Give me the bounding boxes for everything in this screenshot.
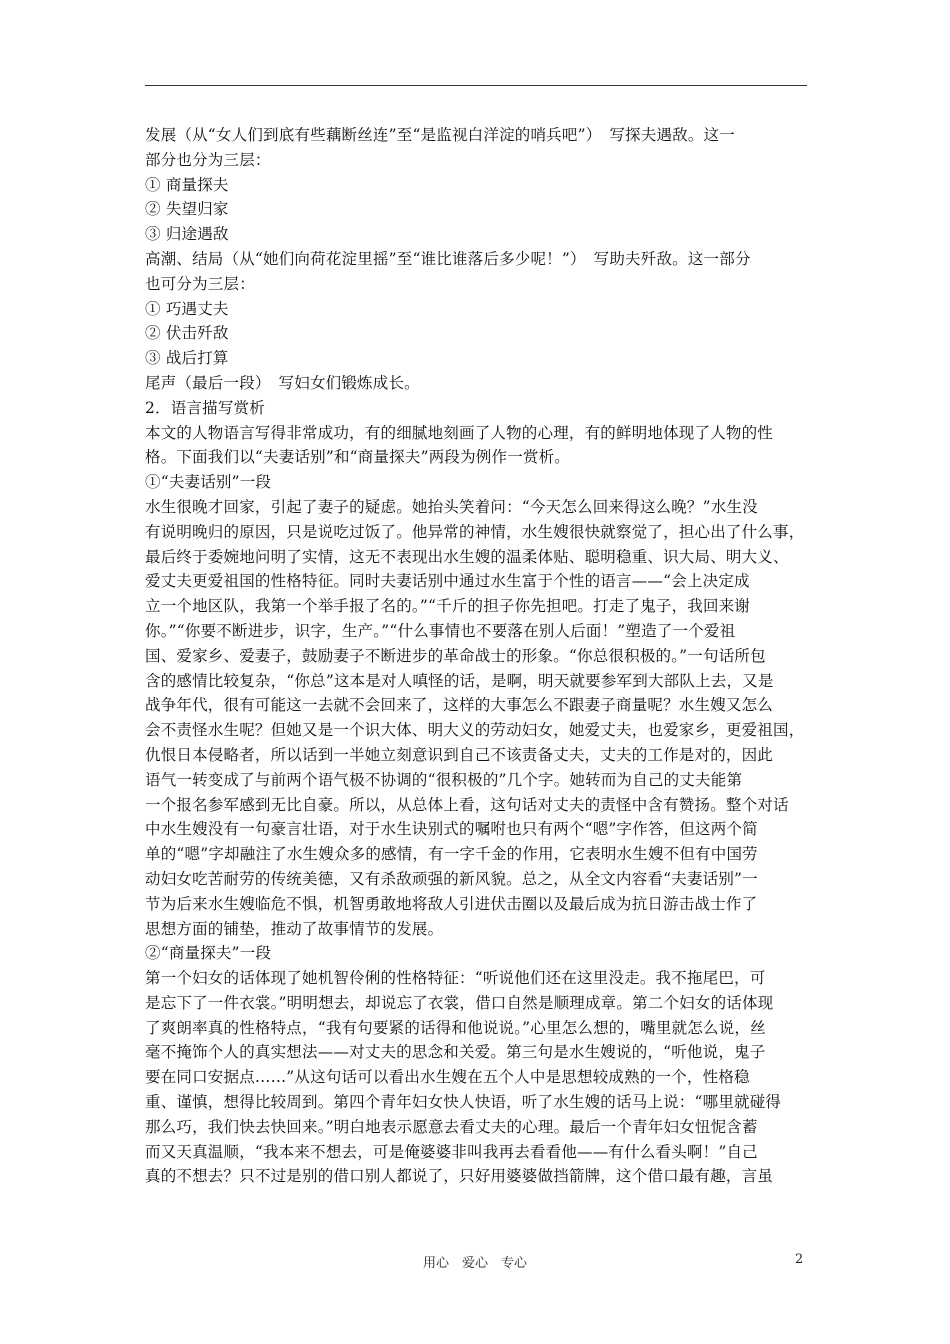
text-line: 第一个妇女的话体现了她机智伶俐的性格特征：“听说他们还在这里没走。我不拖尾巴，可 xyxy=(145,969,766,988)
text-line: ② 失望归家 xyxy=(145,200,229,219)
text-line: 一个报名参军感到无比自豪。所以，从总体上看，这句话对丈夫的责怪中含有赞扬。整个对话 xyxy=(145,795,789,814)
footer-motto: 用心 爱心 专心 xyxy=(422,1256,527,1271)
text-line: 重、谨慎，想得比较周到。第四个青年妇女快人快语，听了水生嫂的话马上说：“哪里就碰得 xyxy=(145,1093,782,1112)
text-line: 有说明晚归的原因，只是说吃过饭了。他异常的神情，水生嫂很快就察觉了，担心出了什么事， xyxy=(145,522,805,541)
text-line: 会不责怪水生呢？但她又是一个识大体、明大义的劳动妇女，她爱丈夫，也爱家乡，更爱祖国， xyxy=(145,721,805,740)
text-line: 水生很晚才回家，引起了妻子的疑虑。她抬头笑着问：“今天怎么回来得这么晚？”水生没 xyxy=(145,497,758,516)
text-line: 高潮、结局（从“她们向荷花淀里摇”至“谁比谁落后多少呢！”） 写助夫歼敌。这一部分 xyxy=(145,249,751,268)
text-line: 要在同口安据点……”从这句话可以看出水生嫂在五个人中是思想较成熟的一个，性格稳 xyxy=(145,1068,750,1087)
text-line: 毫不掩饰个人的真实想法——对丈夫的思念和关爱。第三句是水生嫂说的，“听他说，鬼子 xyxy=(145,1043,766,1062)
text-line: 真的不想去？只不过是别的借口别人都说了，只好用婆婆做挡箭牌，这个借口最有趣，言虽 xyxy=(145,1167,774,1186)
text-line: ③ 战后打算 xyxy=(145,349,229,368)
text-line: 语气一转变成了与前两个语气极不协调的“很积极的”几个字。她转而为自己的丈夫能第 xyxy=(145,770,743,789)
text-line: 战争年代，很有可能这一去就不会回来了，这样的大事怎么不跟妻子商量呢？水生嫂又怎么 xyxy=(145,696,774,715)
text-line: 动妇女吃苦耐劳的传统美德，又有杀敌顽强的新风貌。总之，从全文内容看“夫妻话别”一 xyxy=(145,869,758,888)
text-line: ②“商量探夫”一段 xyxy=(145,944,272,963)
text-line: 含的感情比较复杂，“你总”这本是对人嗔怪的话，是啊，明天就要参军到大部队上去，又是 xyxy=(145,671,774,690)
text-line: ① 巧遇丈夫 xyxy=(145,299,229,318)
page-number: 2 xyxy=(795,1252,804,1267)
text-line: 格。下面我们以“夫妻话别”和“商量探夫”两段为例作一赏析。 xyxy=(145,448,570,467)
text-line: 国、爱家乡、爱妻子，鼓励妻子不断进步的革命战士的形象。“你总很积极的。”一句话所包 xyxy=(145,646,766,665)
text-line: 单的“嗯”字却融注了水生嫂众多的感情，有一字千金的作用，它表明水生嫂不但有中国劳 xyxy=(145,845,758,864)
text-line: 中水生嫂没有一句豪言壮语，对于水生诀别式的嘱咐也只有两个“嗯”字作答，但这两个简 xyxy=(145,820,758,839)
text-line: 思想方面的铺垫，推动了故事情节的发展。 xyxy=(145,919,444,938)
header-rule xyxy=(145,85,807,86)
text-line: 节为后来水生嫂临危不惧，机智勇敢地将敌人引进伏击圈以及最后成为抗日游击战士作了 xyxy=(145,894,758,913)
text-line: 了爽朗率真的性格特点，“我有句要紧的话得和他说说。”心里怎么想的，嘴里就怎么说，丝 xyxy=(145,1018,766,1037)
text-line: 你。”“你要不断进步，识字，生产。”“什么事情也不要落在别人后面！”塑造了一个爱祖 xyxy=(145,621,736,640)
text-line: 本文的人物语言写得非常成功，有的细腻地刻画了人物的心理，有的鲜明地体现了人物的性 xyxy=(145,423,774,442)
text-line: 最后终于委婉地问明了实情，这无不表现出水生嫂的温柔体贴、聪明稳重、识大局、明大义、 xyxy=(145,547,789,566)
text-line: ①“夫妻话别”一段 xyxy=(145,473,272,492)
text-line: 立一个地区队，我第一个举手报了名的。”“千斤的担子你先担吧。打走了鬼子，我回来谢 xyxy=(145,597,751,616)
text-line: 爱丈夫更爱祖国的性格特征。同时夫妻话别中通过水生富于个性的语言——“会上决定成 xyxy=(145,572,750,591)
text-line: 2．语言描写赏析 xyxy=(145,398,265,417)
text-line: 发展（从“女人们到底有些藕断丝连”至“是监视白洋淀的哨兵吧”） 写探夫遇敌。这一 xyxy=(145,126,735,144)
text-line: 部分也分为三层： xyxy=(145,150,271,169)
text-line: 尾声（最后一段） 写妇女们锻炼成长。 xyxy=(145,373,420,392)
text-line: ③ 归途遇敌 xyxy=(145,225,229,244)
text-line: 也可分为三层： xyxy=(145,274,255,293)
text-line: ① 商量探夫 xyxy=(145,175,229,194)
text-line: 仇恨日本侵略者，所以话到一半她立刻意识到自己不该责备丈夫，丈夫的工作是对的，因此 xyxy=(145,745,774,764)
text-line: 而又天真温顺，“我本来不想去，可是俺婆婆非叫我再去看看他——有什么看头啊！”自己 xyxy=(145,1142,758,1161)
text-line: ② 伏击歼敌 xyxy=(145,324,229,343)
document-body xyxy=(145,123,810,1189)
text-line: 那么巧，我们快去快回来。”明白地表示愿意去看丈夫的心理。最后一个青年妇女忸怩含蓄 xyxy=(145,1117,758,1136)
text-line: 是忘下了一件衣裳。”明明想去，却说忘了衣裳，借口自然是顺理成章。第二个妇女的话体现 xyxy=(145,993,774,1012)
